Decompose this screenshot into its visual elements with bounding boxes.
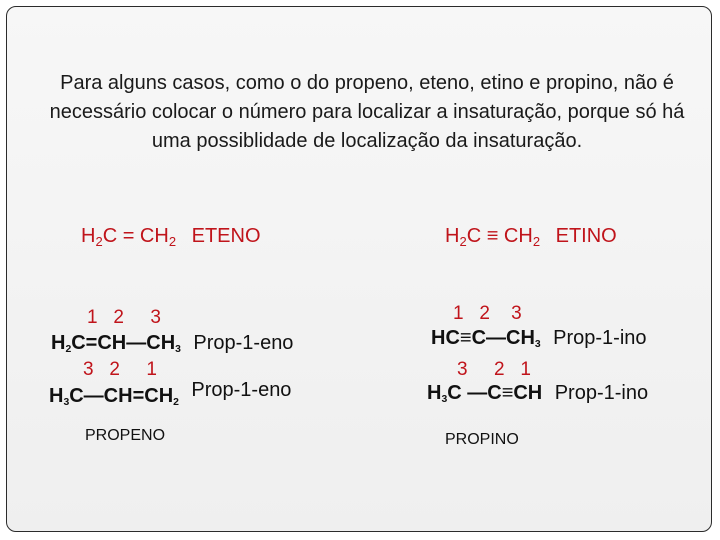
propeno2-formula — [49, 379, 292, 409]
eteno-name: ETENO — [191, 225, 261, 247]
etino-sub: 2 — [459, 233, 467, 249]
propeno2-h: H — [49, 385, 64, 407]
etino-sub-2: 2 — [532, 233, 541, 249]
propino2-name: Prop-1-ino — [554, 382, 649, 404]
propino1-formula — [431, 327, 647, 350]
propeno1-h: H — [51, 332, 66, 354]
eteno-formula — [81, 225, 261, 249]
propino1-hc: HC — [431, 327, 460, 349]
propino2-numbers: 3 2 1 — [457, 359, 531, 380]
triple-bond: ≡ — [501, 382, 514, 404]
etino-formula — [445, 225, 617, 249]
intro-text: Para alguns casos, como o do propeno, eteno, etino e propino, não é necessário colocar o número para localizar a insaturação, porque só há uma possiblidade de localização da insaturação. — [49, 72, 685, 152]
propeno1-sub-2: 3 — [175, 344, 181, 356]
propino2-h: H — [427, 382, 442, 404]
propeno1-sub: 2 — [65, 344, 72, 356]
propino-label: PROPINO — [445, 431, 519, 448]
propeno1-numbers: 1 2 3 — [87, 307, 161, 328]
slide-frame — [6, 6, 712, 532]
propino1-name: Prop-1-ino — [553, 327, 647, 349]
propeno2-body: C—CH=CH — [69, 385, 174, 407]
eteno-mid: C = CH — [102, 225, 169, 247]
eteno-sub-2: 2 — [168, 233, 177, 249]
propeno2-numbers: 3 2 1 — [83, 359, 157, 380]
propeno1-name: Prop-1-eno — [193, 332, 294, 354]
propino2-ch: CH — [513, 382, 543, 404]
propino1-sub: 3 — [534, 339, 541, 351]
eteno-sub: 2 — [95, 233, 103, 249]
propeno2-sub: 3 — [63, 397, 70, 409]
triple-bond: ≡ — [486, 225, 499, 247]
propeno-label: PROPENO — [85, 427, 166, 444]
etino-name: ETINO — [555, 225, 617, 247]
triple-bond: ≡ — [459, 327, 472, 349]
propeno2-name: Prop-1-eno — [191, 379, 292, 401]
propino2-c: C —C — [447, 382, 502, 404]
propeno1-body: C=CH—CH — [71, 332, 176, 354]
propeno1-formula — [51, 332, 293, 355]
propino2-formula — [427, 382, 648, 405]
propino1-rest: C—CH — [471, 327, 535, 349]
propino2-sub: 3 — [441, 394, 448, 406]
propeno2-sub-2: 2 — [173, 397, 179, 409]
etino-c: C — [466, 225, 487, 247]
propino1-numbers: 1 2 3 — [453, 303, 522, 324]
eteno-h: H — [81, 225, 96, 247]
etino-ch: CH — [498, 225, 533, 247]
etino-h: H — [445, 225, 460, 247]
